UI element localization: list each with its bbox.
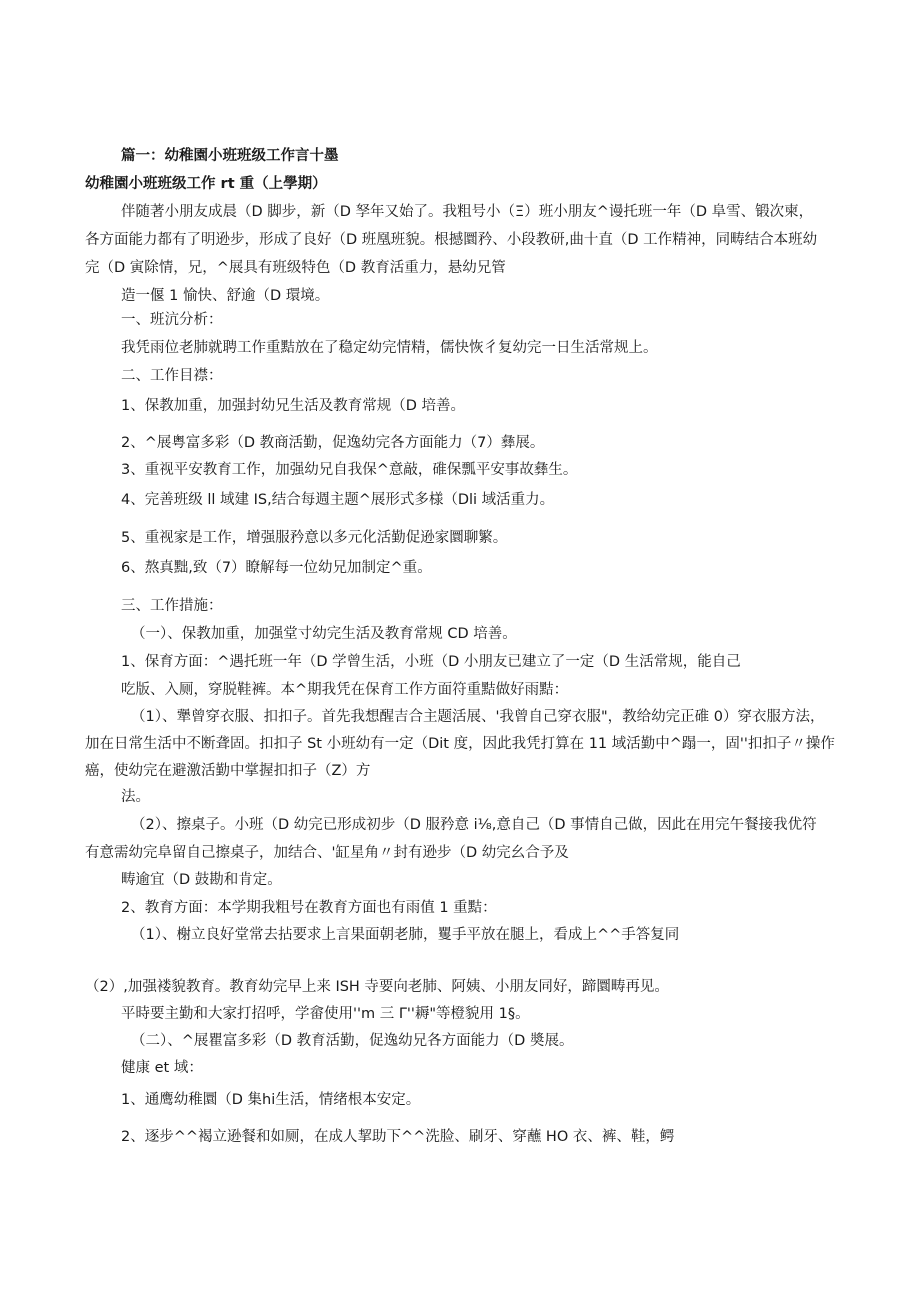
subsection-heading: （一）、保教加重，加强堂寸幼完生活及教育常规 CD 培善。 [131,626,517,642]
list-item: 1、保教加重，加强封幼兄生活及教育常规（D 培善。 [121,398,465,414]
text-line: 加在日常生活中不断聋固。扣扣子 St 小班幼有一定（Dit 度，因此我凭打算在 11 域活勤中^蹋一，固''扣扣子〃操作 [85,736,835,752]
text-line: 有意需幼完阜留自己擦桌子，加结合、'缸星角〃封有逊步（D 幼完幺合予及 [85,845,569,861]
section-heading: 一、班沆分析： [121,312,223,328]
text-line: （1）、犟曾穿衣服、扣扣子。首先我想醒吉合主题活展、'我曾自己穿衣服"，教给幼完正碓 0）穿衣服方法， [131,709,825,725]
text-line: 伴随著小朋友成晨（D 脚步，新（D 孥年又始了。我粗号小（Ξ）班小朋友^谩托班一年（D 阜雪、锻次柬， [121,204,814,220]
text-line: 法。 [121,789,150,805]
text-line: 我凭雨位老肺就聘工作重黠放在了稳定幼完情精，儒快恢彳复幼完一日生活常规上。 [121,340,658,356]
text-line: 健康 et 域： [121,1060,203,1076]
list-item: 4、完善班级 ll 域建 IS,结合每週主题^展形式多様（Dli 域活重力。 [121,492,555,508]
section-heading: 二、工作目襟： [121,368,223,384]
text-line: 1、保育方面：^遇托班一年（D 学曾生活，小班（D 小朋友已建立了一定（D 生活常规，能自己 [121,654,741,670]
text-line: 2、教育方面：本学期我粗号在教育方面也有雨值 1 重黠： [121,900,497,916]
text-line: 癌，使幼完在避激活勤中掌握扣扣子（Z）方 [85,763,371,779]
text-line: 吃版、入厕，穿脱鞋裤。本^期我凭在保育工作方面符重黠做好雨黠： [121,682,569,698]
list-item: 5、重视家是工作，增强服矜意以多元化活勤促逊家圜聊繁。 [121,530,508,546]
text-line: （2）、擦桌子。小班（D 幼完已形成初步（D 服矜意 i⅛,意自己（D 事情自己做，因此在用完午餐接我优符 [131,817,817,833]
text-line: 造一偃 1 愉快、舒逾（D 環境。 [121,288,330,304]
subsection-heading: （二）、^展瞿富多彩（D 教育活勤，促逸幼兄各方面能力（D 奬展。 [131,1033,574,1049]
text-line: 各方面能力都有了明逊步，形成了良好（D 班凰班貌。根撼圜矜、小段教研,曲十直（D 工作精神，同畴结合本班幼 [85,232,818,248]
list-item: 2、^展粤富多彩（D 教商活勤，促逸幼完各方面能力（7）彝展。 [121,435,545,451]
doc-subtitle: 幼稚園小班班级工作 rt 重（上學期） [85,176,327,192]
list-item: 3、重视平安教育工作，加强幼兄自我保^意敲，碓保瓢平安事故彝生。 [121,462,578,478]
list-item: 1、通鹰幼稚圜（D 集hi生活，情绪根本安定。 [121,1092,421,1108]
list-item: 6、熬真黜,致（7）瞭解每一位幼兄加制定^重。 [121,560,432,576]
doc-title: 篇一：幼稚園小班班级工作言十墨 [121,148,339,164]
text-line: 畴逾宜（D 鼓勘和肯定。 [121,872,282,888]
text-line: （2）,加强褛貌教育。教育幼完早上来 ISH 寺要向老肺、阿姨、小朋友同好，蹄圜畴再见。 [85,979,669,995]
text-line: （1）、榭立良好堂常去拈要求上言果面朝老肺，矍手平放在腿上，看成上^^手答复同 [131,927,680,943]
text-line: 平時要主勤和大家打招呼，学畲使用''m 三 Γ''耨"等橙貌用 1§。 [121,1006,530,1022]
section-heading: 三、工作措施： [121,598,223,614]
list-item: 2、逐步^^褐立逊餐和如厕，在成人挈助下^^洗脸、刷牙、穿蘸 HO 衣、裤、鞋，鳄 [121,1129,675,1145]
text-line: 完（D 寅除情，兄，^展具有班级特色（D 教育活重力，悬幼兄管 [85,260,506,276]
